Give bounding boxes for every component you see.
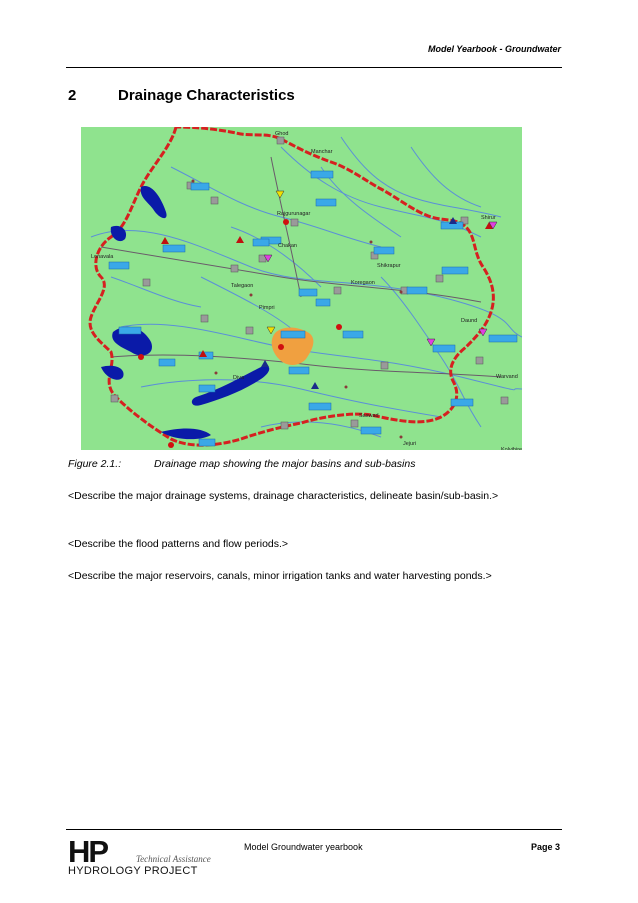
- hydrology-project-logo: [68, 836, 218, 876]
- figure-caption-text: Drainage map showing the major basins and sub-basins: [154, 458, 416, 470]
- place-chakan: Chakan: [278, 243, 297, 249]
- place-shirur: Shirur: [481, 215, 496, 221]
- place-manchar: Manchar: [311, 149, 333, 155]
- place-lonavala: Lonavala: [91, 254, 114, 260]
- place-kolvihire: Kolvihire: [501, 447, 522, 450]
- place-jejuri: Jejuri: [403, 441, 417, 447]
- place-talegaon: Talegaon: [231, 283, 254, 289]
- place-daund: Daund: [461, 318, 478, 324]
- section-title: Drainage Characteristics: [118, 87, 295, 104]
- running-header: Model Yearbook - Groundwater: [427, 44, 561, 54]
- logo-tagline: Technical Assistance: [136, 854, 211, 864]
- section-number: 2: [68, 87, 77, 104]
- place-pimpri: Pimpri: [259, 305, 275, 311]
- footer-document-title: Model Groundwater yearbook: [244, 842, 363, 852]
- paragraph-drainage-systems: <Describe the major drainage systems, drainage characteristics, delineate basin/sub-basin.>: [68, 490, 499, 502]
- paragraph-flood-patterns: <Describe the flood patterns and flow periods.>: [68, 538, 289, 550]
- place-ghod: Ghod: [275, 131, 289, 137]
- header-rule: [66, 67, 562, 68]
- logo-name: HYDROLOGY PROJECT: [68, 865, 198, 877]
- logo-mark: HP: [68, 834, 108, 869]
- paragraph-reservoirs: <Describe the major reservoirs, canals, minor irrigation tanks and water harvesting ponds.>: [68, 570, 492, 582]
- figure-label: Figure 2.1.:: [68, 458, 122, 470]
- place-koregaon: Koregaon: [351, 280, 375, 286]
- place-warvand: Warvand: [496, 374, 518, 380]
- drainage-map: [81, 127, 522, 450]
- page-number: Page 3: [530, 842, 560, 852]
- place-diva: Diva: [233, 375, 245, 381]
- place-shikrapur: Shikrapur: [377, 263, 401, 269]
- footer-rule: [66, 829, 562, 830]
- place-rajgurunagar: Rajgurunagar: [277, 211, 311, 217]
- place-saswad: Saswad: [359, 413, 379, 419]
